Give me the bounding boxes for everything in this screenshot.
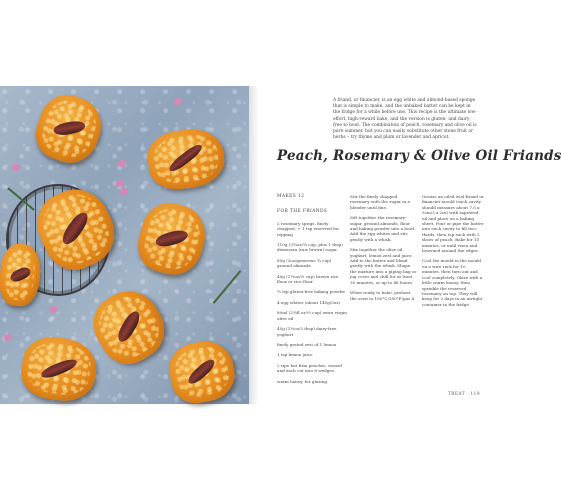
ingredient-item: ½ tsp gluten-free baking powder [277, 289, 346, 295]
method-step: Cool the mould in the mould on a wire rack for 10 minutes, then turn out and cool completely. Glaze with a little warm honey, then sprinkle the reserved rosemary on top. They will keep for 2 days in an airtight container in the fridge. [422, 258, 483, 307]
book-spread [0, 86, 562, 404]
method-step: Sift together the rosemary-sugar, ground almonds, flour and baking powder into a bowl. Add the egg whites and stir gently with a whisk. [350, 215, 416, 242]
method-step: Grease an oiled oval friand or financier mould (each cavity should measure about 7.5 x 5cm/3 x 2in) with rapeseed oil and place on a baking sheet. Pour or pipe the batter into each cavity to fill two-thirds, then top each with 2 slices of peach. Bake for 15 minutes, or until risen and browned around the edges. [422, 194, 484, 254]
ingredient-item: 2 rosemary sprigs, finely chopped, + 1 tsp reserved for topping [277, 220, 340, 237]
method-column-2 [422, 194, 484, 312]
method-step: Mix together the olive oil, yoghurt, lemon zest and juice. Add to the batter and blend gently with the whisk. Shape the mixture into a piping bag or jug cover and chill for at least 30 minutes, or up to 48 hours. [350, 247, 417, 285]
book-gutter [249, 86, 257, 404]
ingredient-item: 85g (3oz/generous ¾ cup) ground almonds [277, 257, 332, 269]
recipe-title: Peach, Rosemary & Olive Oil Friands [277, 148, 562, 164]
recipe-page [257, 86, 562, 404]
ingredient-item: 2 ripe but firm peaches, stoned and each cut into 6 wedges [277, 362, 343, 374]
food-photo [0, 86, 249, 404]
ingredients-column [277, 194, 347, 389]
ingredient-item: 80ml (2¾fl oz/⅓ cup) extra virgin olive oil [277, 310, 347, 321]
recipe-intro: A friand, or financier, is an egg white and almond-based sponge that is simple to make, and the unbaked batter can be kept in the fridge for a while before use. This recipe is the ultimate low-effort, high-reward bake, and the version is gluten- and dairy-free to boot. The combination of peach, rosemary and olive oil is pure summer, but you can easily substitute other stone fruit or herbs – try thyme and plum or lavender and apricot. [333, 98, 477, 141]
recipe-yield: MAKES 12 [277, 194, 305, 199]
page-folio: TREAT · 119 [447, 391, 480, 396]
ingredient-item: warm honey, for glazing [277, 378, 327, 384]
ingredients-heading: FOR THE FRIANDS [277, 209, 328, 215]
ingredient-item: 40g (1½oz/⅓ cup) brown rice flour or rice flour [277, 273, 339, 285]
method-step: When ready to bake, preheat the oven to 180°C/350°F/gas 4. [350, 290, 416, 301]
ingredient-item: finely grated zest of 1 lemon [277, 341, 337, 347]
ingredient-item: 4 egg whites (about 140g/5oz) [277, 299, 341, 305]
method-column-1 [350, 194, 418, 306]
ingredient-item: 110g (3¾oz/¾ cup, plus 1 tbsp) demerara (raw brown) sugar [277, 242, 343, 253]
method-step: Stir the finely chopped rosemary with the sugar in a blender until fine. [350, 194, 410, 210]
ingredient-item: 1 tsp lemon juice [277, 352, 313, 358]
ingredient-item: 45g (1½oz/3 tbsp) dairy-free yoghurt [277, 326, 337, 337]
